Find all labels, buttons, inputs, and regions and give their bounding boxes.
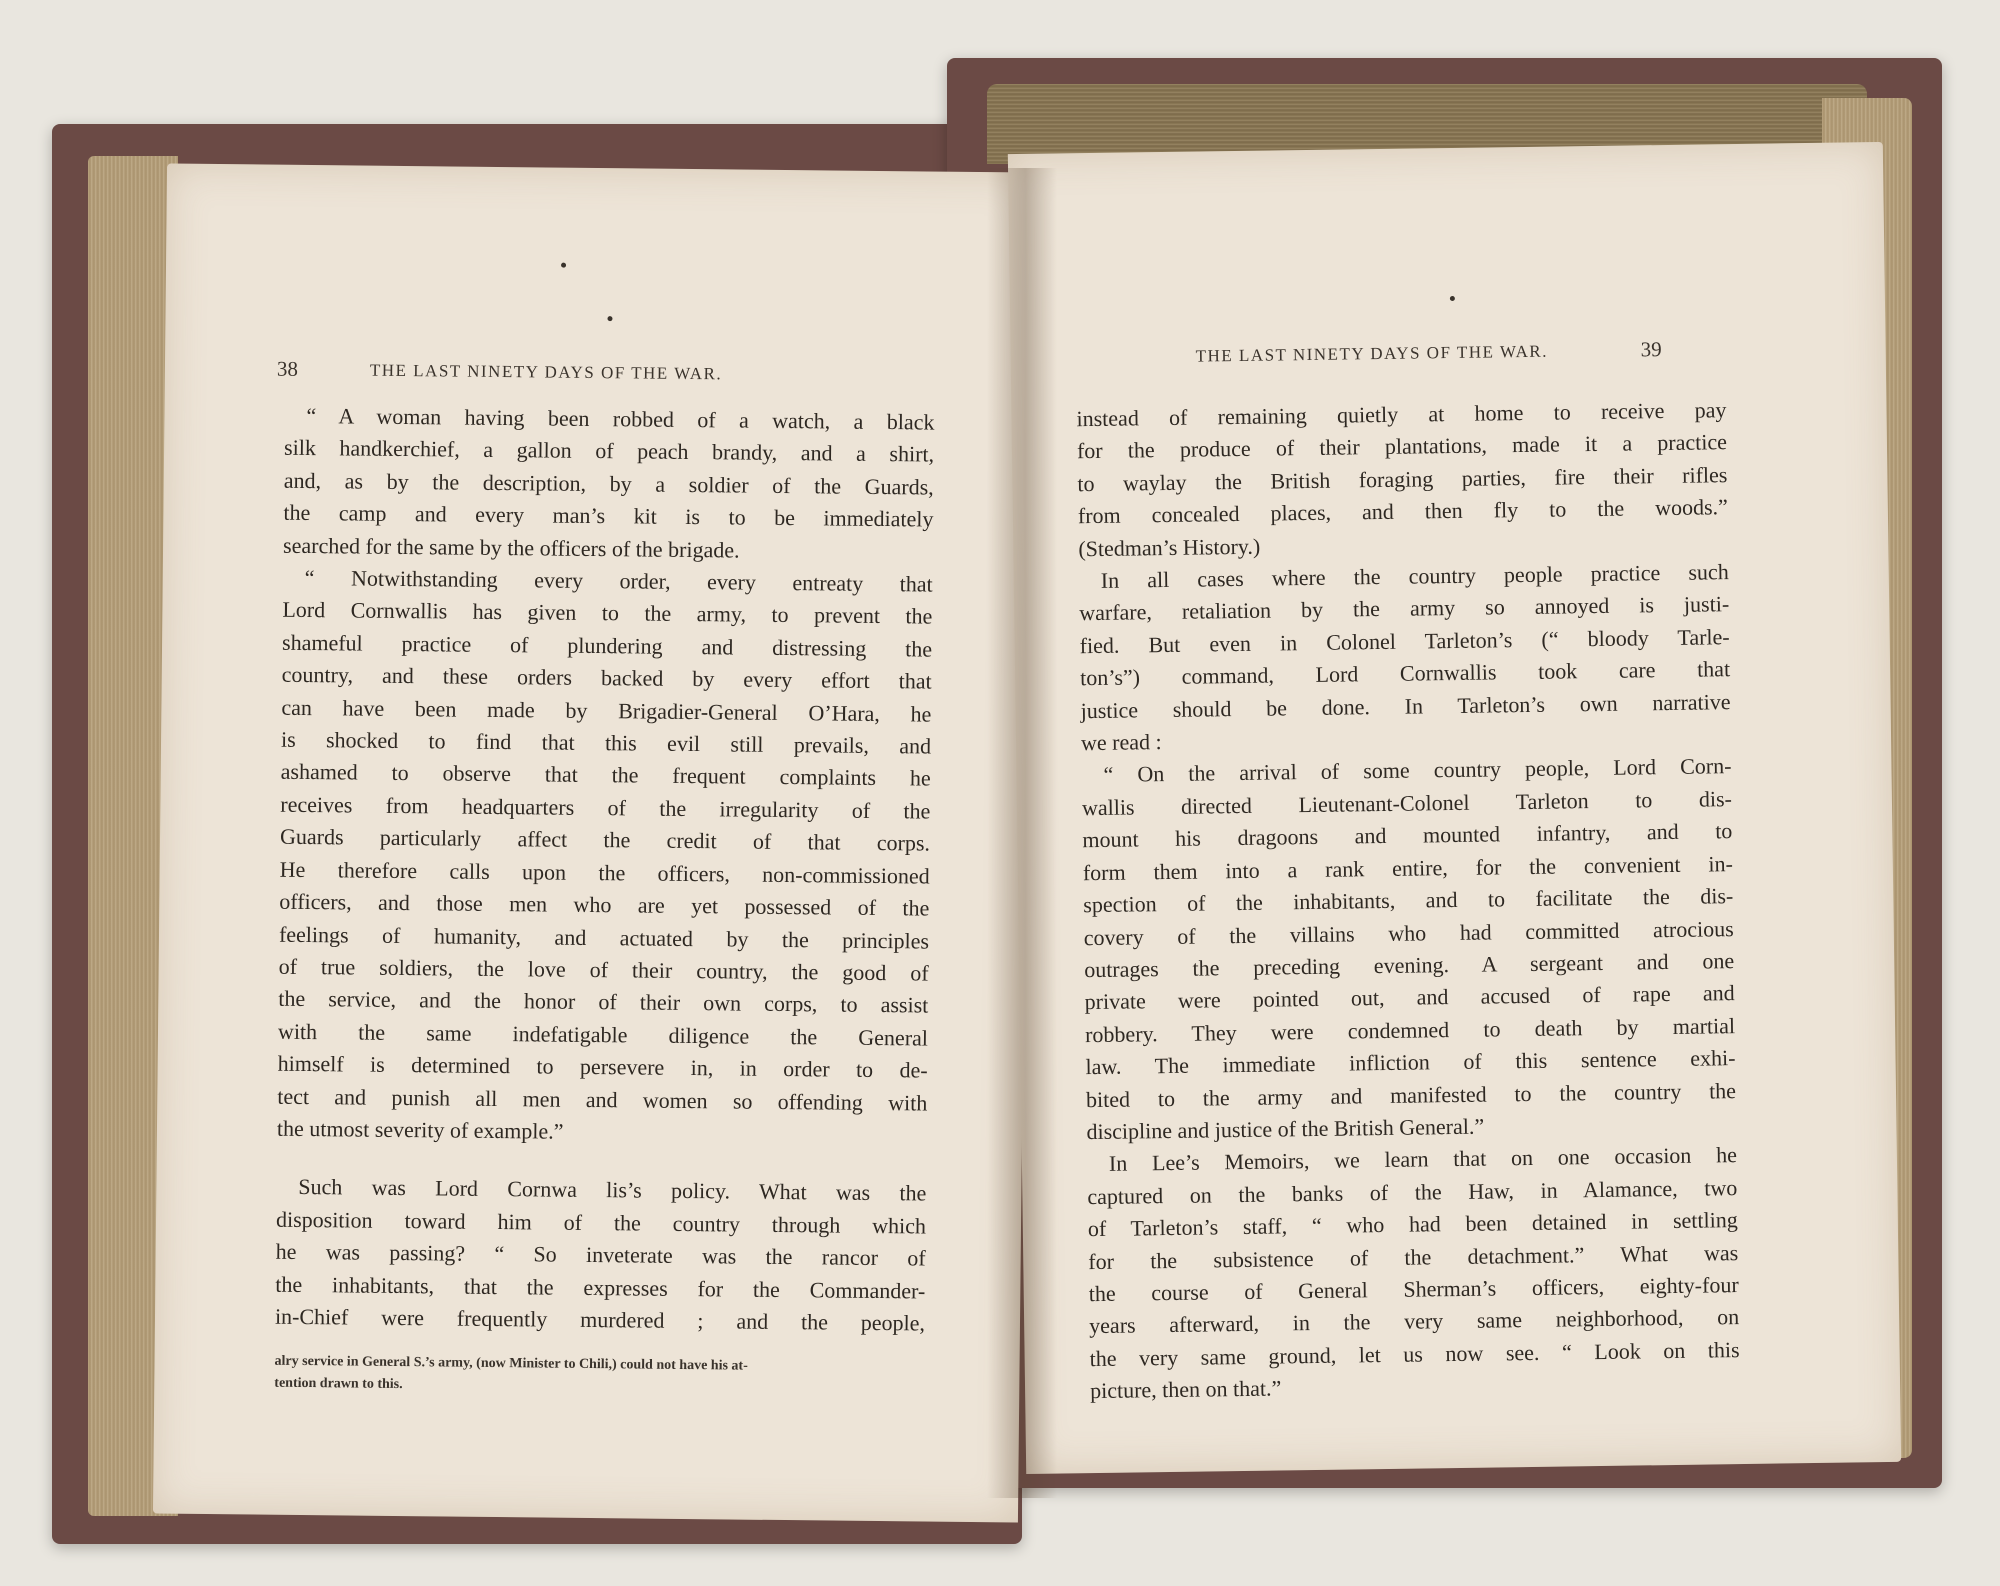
text-line: feelings of humanity, and actuated by the principles [278,921,930,954]
text-line: the inhabitants, that the expresses for the Commander- [275,1271,926,1304]
footnote-line: alry service in General S.’s army, (now Minister to Chili,) could not have his at- [274,1354,748,1375]
text-line: (Stedman’s History.) [1078,533,1261,561]
text-line: picture, then on that.” [1089,1375,1282,1404]
text-line: and, as by the description, by a soldier of the Guards, [283,467,934,500]
left-running-head [276,356,965,384]
text-line: the course of General Sherman’s officers, eighty-four [1088,1272,1739,1307]
text-line: In Lee’s Memoirs, we learn that on one occasion he [1108,1142,1738,1177]
text-line: captured on the banks of the Haw, in Alamance, two [1087,1174,1738,1209]
text-line: from concealed places, and then fly to the woods.” [1077,494,1728,529]
open-book [52,58,1942,1548]
page-number: 39 [1640,337,1662,362]
text-line: Guards particularly affect the credit of that corps. [279,824,931,856]
page-number: 38 [276,356,299,381]
right-page [1008,142,1901,1474]
text-line: covery of the villains who had committed atrocious [1083,915,1734,950]
footnote-line: tention drawn to this. [274,1376,403,1393]
text-line: spection of the inhabitants, and to facilitate the dis- [1083,883,1734,918]
text-line: In all cases where the country people practice such [1100,559,1729,593]
text-line: tect and punish all men and women so offending with [277,1083,928,1116]
text-line: Such was Lord Cornwa lis’s policy. What was the [298,1174,927,1206]
text-line: is shocked to find that this evil still prevails, and [280,726,932,759]
text-line: “ On the arrival of some country people, Lord Corn- [1103,753,1732,788]
text-line: the utmost severity of example.” [276,1115,564,1144]
running-head-title: THE LAST NINETY DAYS OF THE WAR. [1195,341,1549,366]
ink-speck [1450,296,1455,301]
text-line: instead of remaining quietly at home to receive pay [1076,397,1727,432]
text-line: country, and these orders backed by every effort that [281,661,932,694]
text-line: Lord Cornwallis has given to the army, to prevent the [282,597,933,629]
text-line: mount his dragoons and mounted infantry, and to [1082,818,1733,853]
text-line: officers, and those men who are yet possessed of the [279,888,930,921]
text-line: ton’s”) command, Lord Cornwallis took care that [1079,656,1731,691]
text-line: in-Chief were frequently murdered ; and the people, [274,1303,926,1336]
text-line: bited to the army and manifested to the country the [1085,1077,1737,1112]
text-line: can have been made by Brigadier-General O’Hara, he [281,694,932,727]
text-line: shameful practice of plundering and distressing the [281,629,933,662]
text-line: with the same indefatigable diligence the General [277,1018,929,1051]
text-line: He therefore calls upon the officers, non-commissioned [279,856,930,889]
right-page-text [1076,394,1740,1408]
running-head-title: THE LAST NINETY DAYS OF THE WAR. [369,360,723,384]
text-line: disposition toward him of the country through which [275,1206,927,1239]
text-line: the camp and every man’s kit is to be immediately [283,499,934,532]
text-line: the service, and the honor of their own corps, to assist [278,986,929,1018]
footnote [274,1351,924,1402]
text-line: outrages the preceding evening. A sergeant and one [1084,948,1735,983]
ink-speck [561,263,566,268]
text-line: silk handkerchief, a gallon of peach brandy, and a shirt, [283,435,935,467]
text-line: warfare, retaliation by the army so annoyed is justi- [1079,591,1730,626]
text-line: to waylay the British foraging parties, fire their rifles [1077,461,1728,497]
text-line: we read : [1080,729,1162,756]
text-line: of Tarleton’s staff, “ who had been detained in settling [1087,1207,1738,1242]
text-line: form them into a rank entire, for the convenient in- [1082,850,1733,885]
text-line: “ A woman having been robbed of a watch, a black [306,402,935,435]
text-line: robbery. They were condemned to death by martial [1084,1012,1736,1047]
text-line: law. The immediate infliction of this sentence exhi- [1085,1045,1736,1080]
text-line: ashamed to observe that the frequent complaints he [280,759,931,792]
text-line: for the produce of their plantations, made it a practice [1076,429,1728,464]
text-line: “ Notwithstanding every order, every entreaty that [304,565,933,597]
left-page [153,164,1032,1523]
text-line: fied. But even in Colonel Tarleton’s (“ bloody Tarle- [1079,623,1730,659]
text-line: of true soldiers, the love of their country, the good of [278,953,929,986]
left-page-text [274,400,934,1402]
text-line: wallis directed Lieutenant-Colonel Tarleton to dis- [1081,786,1733,821]
text-line: for the subsistence of the detachment.” What was [1088,1239,1739,1274]
text-line: receives from headquarters of the irregularity of the [280,791,931,824]
text-line: searched for the same by the officers of the brigade. [282,532,740,563]
text-line: the very same ground, let us now see. “ Look on this [1089,1336,1740,1371]
text-line: discipline and justice of the British General.” [1086,1113,1485,1145]
text-line: years afterward, in the very same neighborhood, on [1089,1304,1740,1339]
text-line: justice should be done. In Tarleton’s own narrative [1080,688,1731,723]
text-line: he was passing? “ So inveterate was the rancor of [275,1238,926,1271]
text-line: private were pointed out, and accused of rape and [1084,980,1735,1015]
text-line: himself is determined to persevere in, in order to de- [277,1050,928,1083]
ink-speck [607,316,612,321]
right-running-head [1076,337,1756,366]
